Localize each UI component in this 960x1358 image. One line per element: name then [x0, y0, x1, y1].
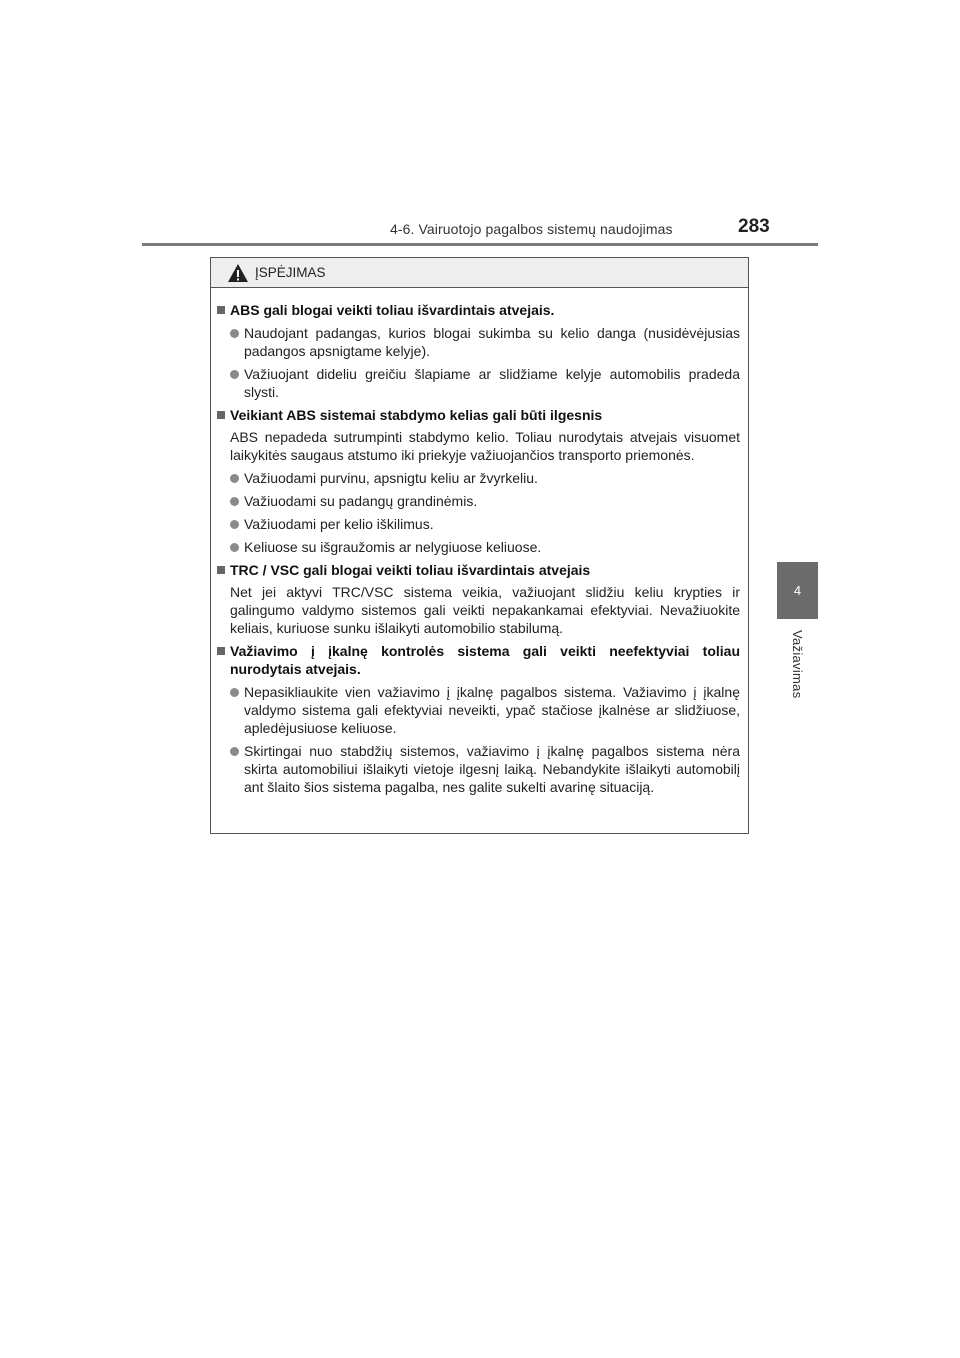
warning-body — [211, 288, 748, 796]
chapter-number: 4 — [793, 583, 802, 598]
section-hill-start — [217, 642, 740, 796]
round-bullet-icon — [230, 370, 239, 379]
warning-title: ĮSPĖJIMAS — [255, 265, 326, 280]
warning-header — [211, 258, 748, 288]
page-number: 283 — [738, 216, 770, 237]
section-heading: ABS gali blogai veikti toliau išvardintais atvejais. — [217, 301, 740, 319]
section-paragraph: ABS nepadeda sutrumpinti stabdymo kelio. Toliau nurodytais atvejais visuomet laikykitės saugaus atstumo iki priekyje važiuojančios transporto priemonės. — [230, 429, 740, 463]
square-bullet-icon — [217, 411, 225, 419]
list-item: Nepasikliaukite vien važiavimo į įkalnę pagalbos sistema. Važiavimo į įkalnę valdymo sistema gali efektyviai neveikti, ypač stačiose įkalnėse ar slidžiuose, apledėjusiuose keliuose. — [217, 683, 740, 737]
section-heading: Veikiant ABS sistemai stabdymo kelias gali būti ilgesnis — [217, 406, 740, 424]
section-braking-distance — [217, 406, 740, 556]
list-item: Naudojant padangas, kurios blogai sukimba su kelio danga (nusidėvėjusias padangos apsnigtame kelyje). — [217, 324, 740, 360]
round-bullet-icon — [230, 520, 239, 529]
square-bullet-icon — [217, 647, 225, 655]
round-bullet-icon — [230, 474, 239, 483]
round-bullet-icon — [230, 747, 239, 756]
list-item: Važiuodami su padangų grandinėmis. — [217, 492, 740, 510]
section-heading: Važiavimo į įkalnę kontrolės sistema gali veikti neefektyviai toliau nurodytais atvejais. — [217, 642, 740, 678]
round-bullet-icon — [230, 543, 239, 552]
chapter-label: Važiavimas — [790, 630, 805, 699]
square-bullet-icon — [217, 566, 225, 574]
header-divider — [142, 243, 818, 246]
round-bullet-icon — [230, 688, 239, 697]
list-item: Važiuodami purvinu, apsnigtu keliu ar žvyrkeliu. — [217, 469, 740, 487]
list-item: Važiuojant dideliu greičiu šlapiame ar slidžiame kelyje automobilis pradeda slysti. — [217, 365, 740, 401]
round-bullet-icon — [230, 497, 239, 506]
list-item: Važiuodami per kelio iškilimus. — [217, 515, 740, 533]
warning-triangle-icon — [227, 263, 249, 283]
section-trc-vsc — [217, 561, 740, 637]
section-title: 4-6. Vairuotojo pagalbos sistemų naudojimas — [390, 221, 673, 237]
square-bullet-icon — [217, 306, 225, 314]
section-paragraph: Net jei aktyvi TRC/VSC sistema veikia, važiuojant slidžiu keliu krypties ir galingumo valdymo sistemos gali veikti nepakankamai efektyviai. Nevažiuokite keliais, kuriuose sunku išlaikyti automobilio stabilumą. — [230, 584, 740, 636]
chapter-tab[interactable] — [777, 562, 818, 619]
section-heading: TRC / VSC gali blogai veikti toliau išvardintais atvejais — [217, 561, 740, 579]
round-bullet-icon — [230, 329, 239, 338]
list-item: Skirtingai nuo stabdžių sistemos, važiavimo į įkalnę pagalbos sistema nėra skirta automobiliui išlaikyti vietoje ilgesnį laiką. Nebandykite išlaikyti automobilį ant šlaito šios sistema pagalba, nes galite sukelti avarinę situaciją. — [217, 742, 740, 796]
list-item: Keliuose su išgraužomis ar nelygiuose keliuose. — [217, 538, 740, 556]
section-abs — [217, 301, 740, 401]
warning-box — [210, 257, 749, 834]
